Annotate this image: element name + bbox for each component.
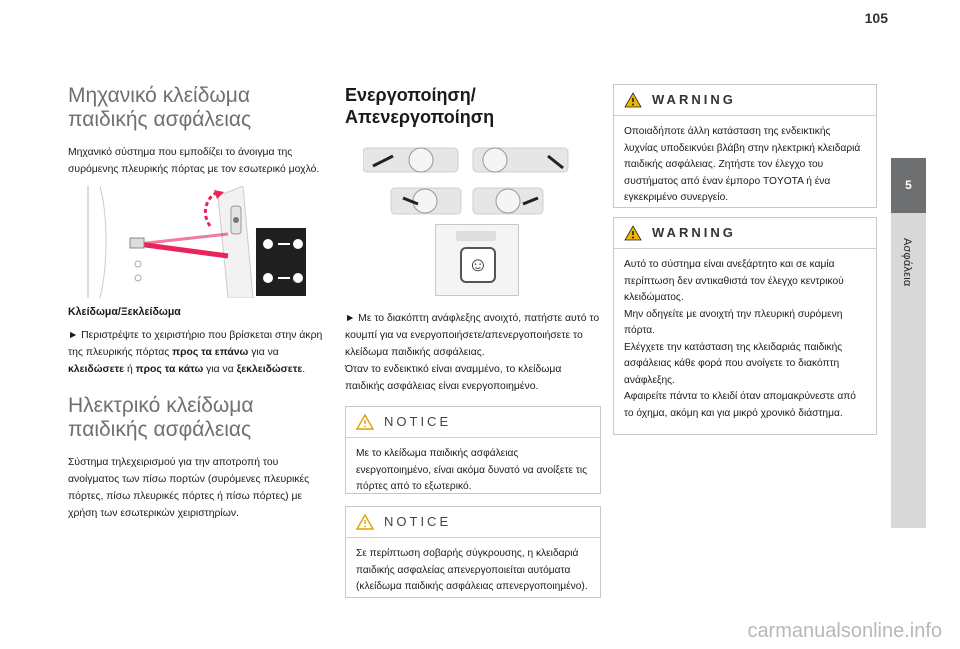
page-number: 105 bbox=[864, 10, 888, 26]
lock-text-c: για να bbox=[248, 347, 279, 358]
subhead-lock-unlock: Κλείδωμα/Ξεκλείδωμα bbox=[68, 306, 181, 318]
notice-header-1 bbox=[346, 407, 600, 438]
notice-label-2: NOTICE bbox=[384, 513, 452, 529]
notice-text-2: Σε περίπτωση σοβαρής σύγκρουσης, η κλειδαριά παιδικής ασφαλείας απενεργοποιείται αυτόματα (κλείδωμα παιδικής ασφάλειας απενεργοποιημένο). bbox=[356, 548, 588, 592]
warning2-paragraph-3: Ελέγχετε την κατάσταση της κλειδαριάς παιδικής ασφάλειας κάθε φορά που ανοίγετε το διακόπτη ανάφλεξης. bbox=[624, 341, 843, 386]
warning-label-2: WARNING bbox=[652, 224, 736, 240]
warning2-paragraph-1: Αυτό το σύστημα είναι ανεξάρτητο και σε καμία περίπτωση δεν αντικαθιστά τον έλεγχο κεντρικού κλειδώματος. bbox=[624, 259, 844, 303]
child-lock-button-illustration bbox=[435, 224, 519, 296]
warning2-paragraph-2: Μην οδηγείτε με ανοιχτή την πλευρική συρόμενη πόρτα. bbox=[624, 308, 843, 336]
notice-box-2 bbox=[345, 506, 601, 598]
left-column bbox=[68, 84, 328, 522]
intro-electric: Σύστημα τηλεχειρισμού για την αποτροπή του ανοίγματος των πίσω πορτών (συρόμενες πλευρικές πόρτες, πίσω πλευρικές πόρτες ή πίσω πόρτες) με χρήση των εσωτερικών χειριστηρίων. bbox=[68, 457, 310, 519]
steering-position-illustration bbox=[363, 138, 573, 220]
warning-box-1 bbox=[613, 84, 877, 208]
notice-text-1: Με το κλείδωμα παιδικής ασφάλειας ενεργοποιημένο, είναι ακόμα δυνατό να ανοίξετε τις πόρτες από το εξωτερικό. bbox=[356, 448, 588, 492]
watermark: carmanualsonline.info bbox=[747, 620, 942, 642]
warning-box-2 bbox=[613, 217, 877, 435]
lock-text-lock: κλειδώσετε bbox=[68, 364, 125, 375]
section-title-electric: Ηλεκτρικό κλείδωμα παιδικής ασφάλειας bbox=[68, 394, 254, 441]
lock-text-e: ή bbox=[124, 364, 136, 375]
child-lock-icon: ☺ bbox=[460, 247, 496, 283]
section-title-mechanical: Μηχανικό κλείδωμα παιδικής ασφάλειας bbox=[68, 84, 252, 131]
intro-mechanical: Μηχανικό σύστημα που εμποδίζει το άνοιγμα της συρόμενης πλευρικής πόρτας με τον εσωτερικό μοχλό. bbox=[68, 147, 320, 175]
notice-box-1 bbox=[345, 406, 601, 494]
door-lock-illustration bbox=[68, 186, 313, 298]
chapter-label: Ασφάλεια bbox=[901, 238, 913, 287]
lock-instruction bbox=[68, 327, 328, 378]
warning2-paragraph-4: Αφαιρείτε πάντα το κλειδί όταν απομακρύνεστε από το όχημα, ακόμη και για μικρό χρονικό διάστημα. bbox=[624, 391, 856, 419]
activation-indicator-note: Όταν το ενδεικτικό είναι αναμμένο, το κλείδωμα παιδικής ασφάλειας είναι ενεργοποιημένο. bbox=[345, 364, 562, 392]
middle-column bbox=[345, 84, 603, 395]
notice-header-2 bbox=[346, 507, 600, 538]
lock-text-up: προς τα επάνω bbox=[172, 347, 249, 358]
chapter-number: 5 bbox=[891, 158, 926, 213]
section-title-activation: Ενεργοποίηση/ Απενεργοποίηση bbox=[345, 85, 495, 127]
lock-text-down: προς τα κάτω bbox=[135, 364, 204, 375]
caution-triangle-icon bbox=[356, 514, 374, 530]
lock-text-a: ► Περιστρέψτε το χειριστήριο που βρίσκεται στην άκρη της πλευρικής πόρτας bbox=[68, 330, 323, 358]
warning-text-1: Οποιαδήποτε άλλη κατάσταση της ενδεικτικής λυχνίας υποδεικνύει βλάβη στην ηλεκτρική κλειδαριά παιδικής ασφάλειας. Ζητήστε τον έλεγχο του συστήματος από έναν έμπορο TOYOTA ή ένα εγκεκριμένο συνεργείο. bbox=[624, 126, 861, 203]
lock-text-end: . bbox=[302, 364, 306, 375]
lock-text-unlock: ξεκλειδώσετε bbox=[236, 364, 303, 375]
lock-text-g: για να bbox=[203, 364, 237, 375]
caution-triangle-icon bbox=[356, 414, 374, 430]
warning-triangle-icon bbox=[624, 225, 642, 241]
activation-instruction: ► Με το διακόπτη ανάφλεξης ανοιχτό, πατήστε αυτό το κουμπί για να ενεργοποιήσετε/απενεργοποιήσετε το κλείδωμα παιδικής ασφάλειας. bbox=[345, 313, 600, 358]
steering-figure bbox=[363, 138, 573, 220]
warning-header-2 bbox=[614, 218, 876, 249]
warning-triangle-icon bbox=[624, 92, 642, 108]
chapter-tab[interactable] bbox=[891, 158, 926, 528]
warning-header-1 bbox=[614, 85, 876, 116]
notice-label-1: NOTICE bbox=[384, 413, 452, 429]
warning-label-1: WARNING bbox=[652, 91, 736, 107]
door-lock-figure bbox=[68, 186, 313, 298]
